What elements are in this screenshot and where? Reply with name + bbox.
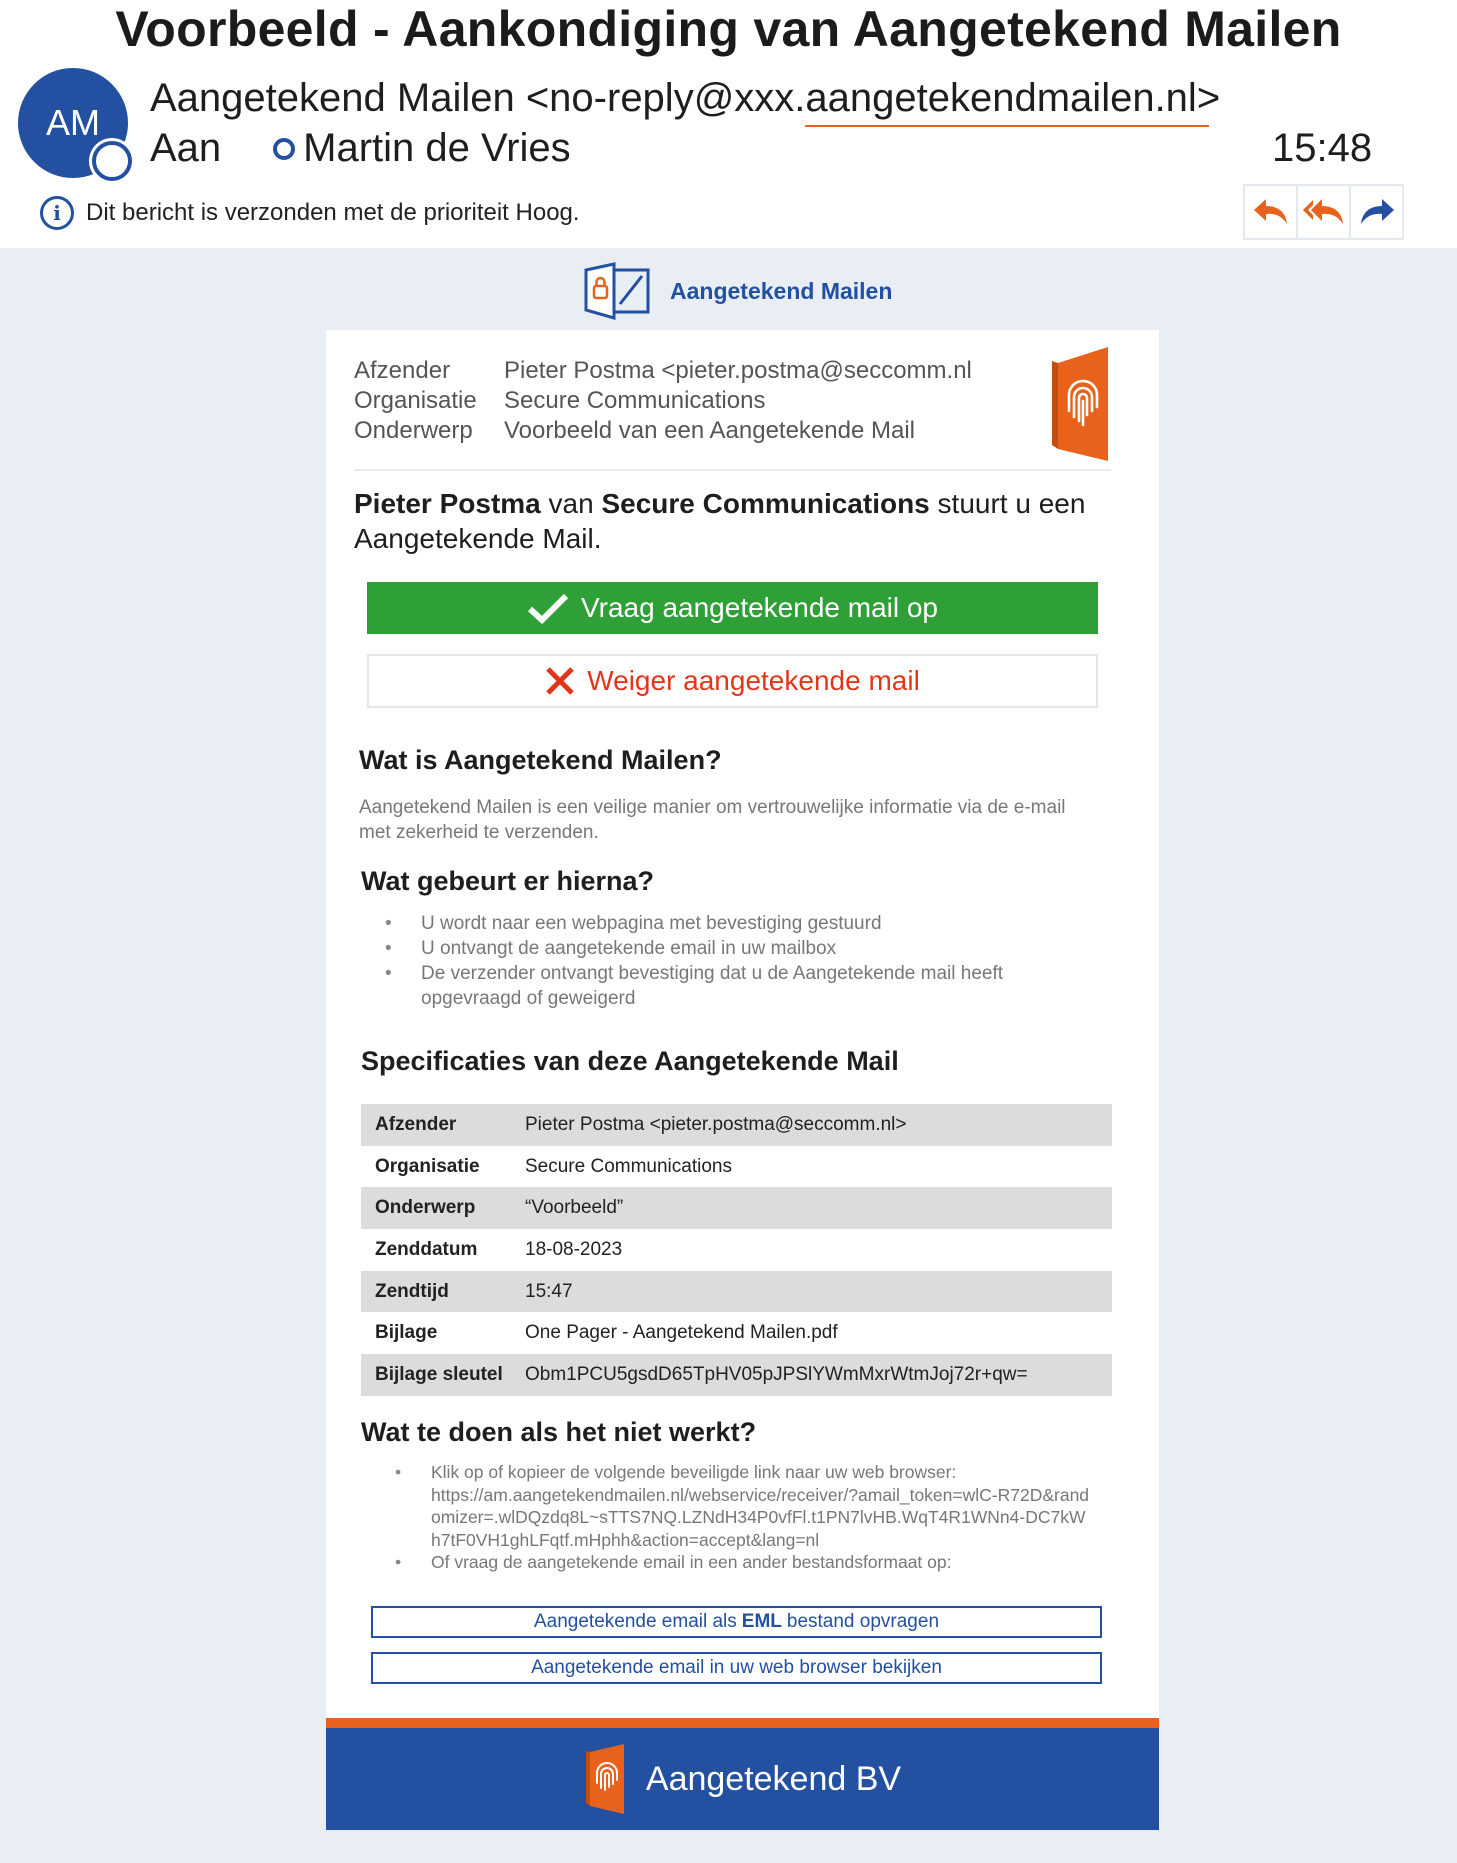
message-meta	[354, 356, 972, 446]
intro-rest: stuurt u een Aangetekende Mail.	[354, 488, 1086, 554]
table-row	[361, 1104, 1112, 1146]
page-title: Voorbeeld - Aankondiging van Aangetekend Mailen	[115, 1, 1342, 57]
what-is-text: Aangetekend Mailen is een veilige manier om vertrouwelijke informatie via de e-mail met zekerheid te verzenden.	[359, 797, 1066, 843]
next-heading: Wat gebeurt er hierna?	[361, 866, 655, 896]
fingerprint-logo-icon	[584, 1742, 628, 1816]
avatar-initials: AM	[46, 102, 100, 143]
troubleshoot-heading: Wat te doen als het niet werkt?	[361, 1417, 757, 1447]
reply-button[interactable]	[1245, 186, 1298, 238]
reply-all-icon	[1302, 197, 1346, 227]
spec-label: Zendtijd	[361, 1271, 511, 1313]
reply-icon	[1252, 197, 1290, 227]
footer	[326, 1728, 1159, 1830]
list-item	[431, 1461, 1091, 1551]
accept-button[interactable]	[367, 582, 1098, 634]
list-item: • U wordt naar een webpagina met bevestiging gestuurd	[421, 911, 1061, 936]
fingerprint-badge-icon	[1050, 345, 1112, 468]
priority-notice-text: Dit bericht is verzonden met de prioriteit Hoog.	[86, 199, 580, 226]
forward-icon	[1358, 197, 1396, 227]
view-in-browser-button[interactable]: Aangetekende email in uw web browser bekijken	[371, 1652, 1102, 1684]
spec-value[interactable]: One Pager - Aangetekend Mailen.pdf	[525, 1322, 838, 1344]
spec-value: Obm1PCU5gsdD65TpHV05pJPSlYWmMxrWtmJoj72r+qw=	[511, 1354, 1112, 1396]
priority-notice	[40, 196, 580, 230]
list-item: • De verzender ontvangt bevestiging dat u de Aangetekende mail heeft opgevraagd of geweigerd	[421, 961, 1061, 1011]
recipient-name[interactable]: Martin de Vries	[303, 126, 571, 170]
spec-label: Bijlage	[375, 1322, 438, 1344]
meta-row-sender	[354, 356, 972, 386]
meta-value: Secure Communications	[504, 387, 766, 414]
specs-heading: Specificaties van deze Aangetekende Mail	[361, 1046, 899, 1076]
meta-value: Pieter Postma <pieter.postma@seccomm.nl	[504, 357, 972, 384]
footer-stripe	[326, 1718, 1159, 1728]
table-row	[361, 1146, 1112, 1188]
spec-label: Bijlage sleutel	[361, 1354, 511, 1396]
table-row	[361, 1187, 1112, 1229]
table-row	[361, 1354, 1112, 1396]
recipient-line	[150, 126, 571, 171]
meta-label: Afzender	[354, 357, 451, 384]
troubleshoot-instruction: Klik op of kopieer de volgende beveiligde link naar uw web browser:	[431, 1462, 957, 1482]
specs-table	[361, 1104, 1112, 1396]
sender-address[interactable]: Aangetekend Mailen <no-reply@xxx.aangetekendmailen.nl>	[150, 76, 1221, 120]
intro-van: van	[540, 488, 602, 519]
logo-icon	[584, 262, 650, 320]
intro-text	[354, 486, 1094, 556]
spec-value: “Voorbeeld”	[511, 1187, 1112, 1229]
table-row	[361, 1229, 1112, 1271]
eml-button-before: Aangetekende email als	[533, 1611, 737, 1632]
intro-sender: Pieter Postma	[354, 488, 541, 519]
spec-label: Organisatie	[375, 1155, 480, 1177]
message-actions	[1243, 184, 1404, 240]
recipient-presence-icon	[273, 138, 295, 160]
footer-company-name: Aangetekend BV	[645, 1759, 902, 1798]
eml-button-bold: EML	[741, 1611, 782, 1632]
next-list	[421, 911, 1061, 1011]
eml-download-button[interactable]	[371, 1606, 1102, 1638]
spec-value: 18-08-2023	[525, 1238, 623, 1260]
sender-link-underline	[805, 125, 1209, 127]
meta-label: Onderwerp	[354, 417, 473, 444]
spec-label: Afzender	[361, 1104, 511, 1146]
spec-label: Onderwerp	[361, 1187, 511, 1229]
meta-row-subject	[354, 416, 972, 446]
list-item: • U ontvangt de aangetekende email in uw mailbox	[421, 936, 1061, 961]
checkmark-icon	[527, 592, 569, 624]
brand-header	[584, 262, 892, 320]
reply-all-button[interactable]	[1298, 186, 1351, 238]
list-item: • Of vraag de aangetekende email in een ander bestandsformaat op:	[431, 1551, 1091, 1574]
brand-name: Aangetekend Mailen	[670, 277, 893, 304]
reject-button[interactable]	[367, 654, 1098, 708]
spec-label: Zenddatum	[375, 1238, 478, 1260]
received-time: 15:48	[1272, 126, 1373, 170]
what-is-heading: Wat is Aangetekend Mailen?	[359, 745, 722, 775]
spec-value: 15:47	[511, 1271, 1112, 1313]
spec-value: Secure Communications	[525, 1155, 732, 1177]
table-row	[361, 1312, 1112, 1354]
spec-value: Pieter Postma <pieter.postma@seccomm.nl>	[511, 1104, 1112, 1146]
presence-status-icon	[92, 141, 132, 181]
forward-button[interactable]	[1351, 186, 1402, 238]
close-icon	[545, 666, 575, 696]
meta-label: Organisatie	[354, 387, 477, 414]
meta-row-organisation	[354, 386, 972, 416]
troubleshoot-list	[431, 1461, 1091, 1574]
meta-value: Voorbeeld van een Aangetekende Mail	[504, 417, 915, 444]
secure-link[interactable]: https://am.aangetekendmailen.nl/webservice/receiver/?amail_token=wlC-R72D&randomizer=.wlDQzdq8L~sTTS7NQ.LZNdH34P0vfFl.t1PN7lvHB.WqT4R1WNn4-DC7kWh7tF0VH1ghLFqtf.mHphh&action=accept&lang=nl	[431, 1484, 1090, 1550]
eml-button-after: bestand opvragen	[786, 1611, 940, 1632]
intro-org: Secure Communications	[601, 488, 930, 519]
info-icon: i	[40, 196, 74, 230]
to-label: Aan	[150, 126, 222, 170]
accept-button-label: Vraag aangetekende mail op	[581, 592, 938, 623]
divider	[354, 469, 1111, 471]
table-row	[361, 1271, 1112, 1313]
reject-button-label: Weiger aangetekende mail	[587, 665, 920, 696]
